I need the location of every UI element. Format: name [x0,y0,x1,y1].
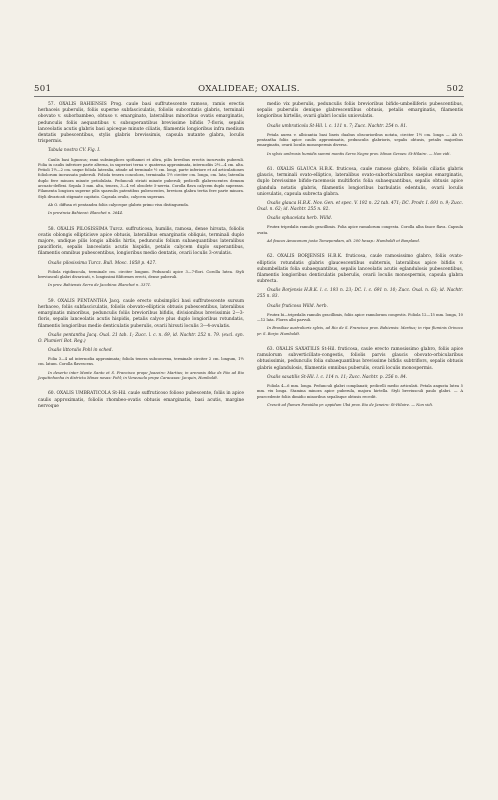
right-column [257,102,463,418]
citation: Oxalis saxatilis St-Hil. l. c. 114 n. 11; Zucc. Nachtr. p. 256 n. 84. [267,374,408,380]
species-description: 63. OXALIS SAXATILIS St-Hil. fruticosa, caule erecto ramosissimo glabro, foliis apice ramulorum subverticillato-congestis, foliolis parvis glaucis obovato-orbicularibus obtusissimis, pedunculis folia subaequantibus brevissime bifidis subtriflors, sepalis obtusis glabris eglandulosis, filamentis omnibus puberulis, ovarii loculis monospermis. [257,347,463,371]
species-description: 61. OXALIS GLAUCA H.B.K. fruticosa, caule ramoso glabro, foliolis ciliatis glabris glaucis, terminali ovato-elliptico, lateralibus ovato-suborbicularibus saepius emarginatis, duplo brevissime bifido-racemosis multifloris folia subaequantibus, sepalis obtusis apice glandula notatis glabris, filamentis longioribus barbulatis edentulis, ovarii loculis uniovulatis, capsula subrecta glabra. [257,167,463,197]
page-number-right: 502 [446,84,464,94]
species-notes: Frutex tripedalis ramulis gracillimis. Folia apice ramulorum congesta. Corolla alba fauce flava. Capsula ovata. [257,225,463,235]
species-description: medio vix puberulis, pedunculis foliis brevioribus bifido-umbelliferis pubescentibus, sepalis puberulis denique glabrescentibus obtusis, petalis emarginatis, filamentis longioribus hirtellis, ovarii glabri loculis uniovulatis. [257,102,463,120]
entry-oxalis-borjensis [257,254,463,337]
locality-note: Crescit ad flumen Paraiúba pr. oppidum Ubá prov. Rio de Janeiro: St-Hilaire. — Non vidi. [267,402,434,407]
species-notes: Caulis basi lignosus; rami subsimplices spithamei et altra, pilis brevibus erectis incurvatis puberuli. Folia in caulis inferiore parte alterna, in superiori terna v. quaterna approximata, internodiis 2½—4 cm. alta. Petioli 1½—2 cm. usque foliola lateralia, atinde ad terminale ½ cm. longi, parte inferiore et ad articulationes foliolorum incrassata puberuli. Foliola tenera concolora, terminalia 1½ circiter cm. longa, cm. lata; lateralia duplo fere minora minute petiolulata. Pedunculi striati minute puberuli; pedicelli glabrescentes demum arcuato-deflexi. Sepala 3 mm. alta, tenera, 3—4 vel obsolete 5-nervia. Corolla flava calycem duplo superans. Filamenta longiora superne pilis sparsulis patentibus pubescentes, breviora glabra tertia fere parte minora. Styli divaricati stigmate capitato. Capsula ovalis, calycem superans. [38,157,244,199]
species-description: 58. OXALIS PILOSISSIMA Turcz. suffruticosa, humilis, ramosa, dense hirsuta, foliolis ovatis oblongis ellipticisve apice obtusis, lateralibus emarginatis obliquis, terminali duplo majore, undique pilis longis albidis hirtis, pedunculis folium subaequantibus lateralibus paucifloris, sepalis lanceolatis acutis hispidis, petalis calycem duplo superantibus, filamentis omnibus pubescentibus, longioribus medio dentatis, ovarii loculis 3-ovulatis. [38,226,244,257]
entry-oxalis-bahiensis [38,102,244,217]
synonym-citation: Oxalis littoralis Pohl in sched. [48,347,113,353]
left-column [38,102,244,420]
citation: Oxalis umbraticola St-Hil. l. c. 111 n. 7; Zucc. Nachtr. 254 n. 81. [267,123,408,129]
running-title: OXALIDEAE; OXALIS. [198,84,300,94]
species-distinction: Ab O. diffusa et pentandra foliis calyceque glabris primo visu distinguenda. [48,202,189,207]
plate-reference: Tabula nostra CV. Fig. I. [48,148,101,154]
entry-oxalis-saxatilis [257,347,463,408]
locality-note: In deserto inter Monte Santo et S. Francisco prope Joazeiro: Martius; in arenosis ibka ds Pão ad Rio Jequitinhonha in districtu Minas novas: Pohl; in Venezuela prope Caracasas: Jacquin, Humboldt. [38,370,244,380]
citation: Oxalis pilosissima Turcz. Bull. Mosc. 1858 p. 427. [48,260,157,266]
species-notes: Frutex bi—tripedalis ramulis gracillimis, foliis apice ramulorum congestis. Foliola 12—15 mm. longa, 10—12 lata. Flores albi parvuli. [257,312,463,322]
species-notes: Foliola rigidiuscula, terminale cm. circiter longum. Pedunculi apice 3—7-flori. Corolla lutea. Styli breviusculi glabri divaricati, v. longissimi filiformes erecti, dense puberuli. [38,269,244,279]
species-notes: Foliola 4—6 mm. longa. Pedunculi glabri complanati; pedicelli medio articulati. Petala angusta lutea 5 mm. vix longa. Stamina minora apice puberula, majora hirtella. Styli breviusculi paulo glabri. — A praecedente foliis dimidio minoribus sepalisque obtusis recedit. [257,383,463,399]
species-description: 57. OXALIS BAHIENSIS Prog. caule basi suffrutescente ramoso, ramis erectis herbaceis puberulis, foliis superne subfasciculatis, foliolis subcontatis glabris, terminali obovato v. suborbambeo, obtuso v. emarginato, lateralibus minoribus ovatis emarginatis, pedunculis foliis aequantibus v. subsuperantibus brevissime bifidis 7-floris, sepalis lanceolatis acutis glabris basi apiceque minute ciliatis, filamentis longioribus infra medium dentatis pubescentibus, stylis glabris brevissimis, capsula nutante glabra, loculis trispermis. [38,102,244,145]
species-notes: Petala aurea v. albicantia basi lineis duabus obscurioribus notata, circiter 1½ cm. longa — Ab O. pentantha foliis apice caulis approximatis, pedunculis glabrioris, sepalis obtusis, petalis majoribus emarginatis, ovarii loculis monospermis diversa. [257,132,463,148]
header-rule [34,96,464,97]
species-notes: Folia 3—4 ad internodia approximata; foliola tenera subconvexa, terminale circiter 2 cm. longum, 1½ cm. latum. Corolla flavescens. [38,357,244,367]
entry-oxalis-glauca [257,167,463,244]
locality-note: In provincia Bahiensi: Blanchet n. 2644. [48,211,124,216]
entry-oxalis-pentantha [38,299,244,382]
species-description: 59. OXALIS PENTANTHA Jacq. caule erecto subsimplici basi suffrutescente sursum herbaceo, foliis subfasciculatis, foliolis obovato-ellipticis obtusis pubescentibus, lateralibus emarginatis minoribus, pedunculis foliis brevioribus bifidis, divisionibus brevissimis 2—3-floris, sepalis lanceolatis acutis hispidis, petalis calyce plus duplo longioribus rotundatis, filamentis longioribus medio denticulatis puberulis, ovarii hirsuti loculis 3—4-ovulatis. [38,298,244,329]
locality-note: In sylvis umbrosis humidis summi montis Serra Negra prov. Minas Geraes: St-Hilaire. — Non vidi. [267,151,451,156]
entry-oxalis-pilosissima [38,227,244,289]
species-description: 62. OXALIS BORJENSIS H.B.K. fruticosa, caule ramosissimo glabro, foliis ovato-ellipticis rotundatis glabris glaucescentibus subternis, lateralibus apice bifidis v. subumbellatis folia subaequantibus, sepalis lanceolatis acutis eglandulosis pubescentibus, filamentis longioribus denticulatis puberulis, ovarii loculis monospermis, capsula glabra subrecta. [257,254,463,285]
synonym-citation: Oxalis sphacelata herb. Willd. [267,216,333,222]
species-description: 60. OXALIS UMBRATICOLA St-Hil. caule suffruticoso folioso pubescente, foliis in apice caulis approximatis, foliolis rhombeo-ovatis obtusis emarginatis, basi acutis, margine nervoque [38,391,244,409]
citation: Oxalis Borjensis H.B.K. l. c. 193 n. 23; DC. l. c. 691 n. 10; Zucc. Oxal. n. 63; id. Nachtr. 255 n. 83. [257,288,463,300]
locality-note: Ad fauces Amazonum juxta Tomependam, alt. 200 hexap.: Humboldt et Bonpland. [267,238,421,243]
citation: Oxalis pentantha Jacq. Oxal. 21 tab. 1; Zucc. l. c. n. 69, id. Nachtr. 252 n. 79. (excl. syn. O. Plumieri Bot. Reg.) [38,332,244,344]
locality-note: In prov. Bahiensis Serra de Jacobina: Blanchet n. 3371. [48,283,152,288]
page-number-left: 501 [34,84,52,94]
entry-oxalis-umbraticola [38,391,244,410]
entry-oxalis-umbraticola-cont [257,102,463,157]
synonym-citation: Oxalis fruticosa Willd. herb. [267,303,328,309]
locality-note: In Brasiliae australioris sylvis, ad Rio de S. Francisco prov. Bahiensis: Martius; in ripa fluminis Orinoco pr. S. Borja: Humboldt. [257,326,463,336]
citation: Oxalis glauca H.B.K. Nov. Gen. et spec. V. 192 n. 22 tab. 471; DC. Prodr. I. 691 n. 9; Zucc. Oxal. n. 62; id. Nachtr. 255 n. 82. [257,201,463,213]
